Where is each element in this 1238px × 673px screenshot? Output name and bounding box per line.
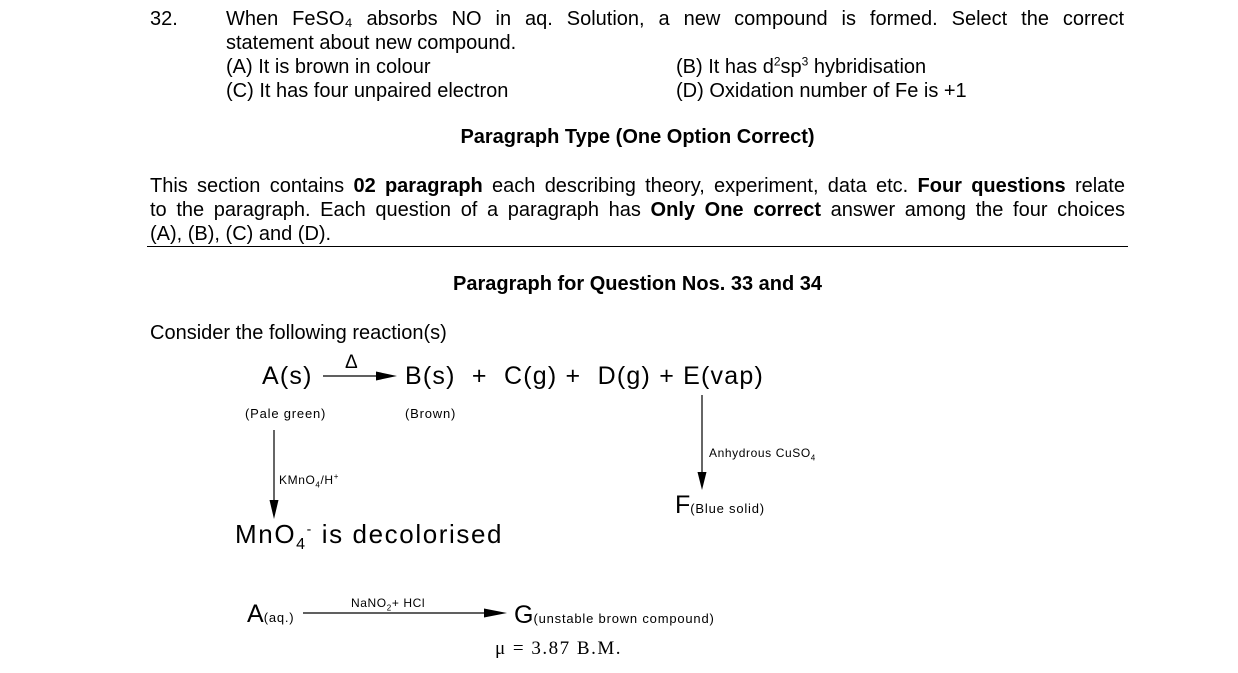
- instructions-line2: to the paragraph. Each question of a paragraph has Only One correct answer among the four choices: [150, 199, 1125, 221]
- cuso4-reagent-label: Anhydrous CuSO$_4$: [709, 446, 816, 463]
- option-b: (B) It has $d^2sp^3$ hybridisation: [676, 54, 927, 78]
- option-a: (A) It is brown in colour: [226, 56, 431, 78]
- reactant-a: A(s): [262, 362, 313, 390]
- reaction-products: B(s) + C(g) + D(g) + E(vap): [405, 362, 764, 390]
- question-stem-line1: When FeSO₄ absorbs NO in aq. Solution, a new compound is formed. Select the correct: [226, 8, 1124, 30]
- kmno4-reagent-label: KMnO$_4$/H+: [279, 472, 339, 490]
- option-c: (C) It has four unpaired electron: [226, 80, 509, 102]
- section-heading: Paragraph Type (One Option Correct): [460, 126, 815, 148]
- option-d: (D) Oxidation number of Fe is +1: [676, 80, 967, 102]
- paragraph-intro: Consider the following reaction(s): [150, 322, 447, 344]
- mno4-decolorised: MnO$_4$- is decolorised: [235, 519, 504, 554]
- nano2-arrow: [303, 609, 507, 618]
- instructions-line1: This section contains 02 paragraph each describing theory, experiment, data etc. Four questions relate: [150, 175, 1125, 197]
- kmno4-arrow: [270, 430, 279, 519]
- instructions-line3: (A), (B), (C) and (D).: [150, 223, 332, 245]
- brown-label: (Brown): [405, 406, 457, 421]
- magnetic-moment: μ = 3.87 B.M.: [495, 638, 622, 659]
- heating-arrow: [323, 372, 397, 381]
- paragraph-heading: Paragraph for Question Nos. 33 and 34: [453, 273, 822, 295]
- question-number: 32.: [150, 8, 178, 30]
- nano2-hcl-label: NaNO$_2$+ HCl: [351, 596, 426, 613]
- question-stem-line2: statement about new compound.: [226, 32, 517, 54]
- reactant-a-aq: A(aq.): [247, 600, 295, 628]
- product-g: G(unstable brown compound): [514, 601, 715, 629]
- product-f: F(Blue solid): [675, 491, 765, 519]
- pale-green-label: (Pale green): [245, 406, 327, 421]
- cuso4-arrow: [698, 395, 707, 490]
- delta-symbol: Δ: [345, 352, 358, 373]
